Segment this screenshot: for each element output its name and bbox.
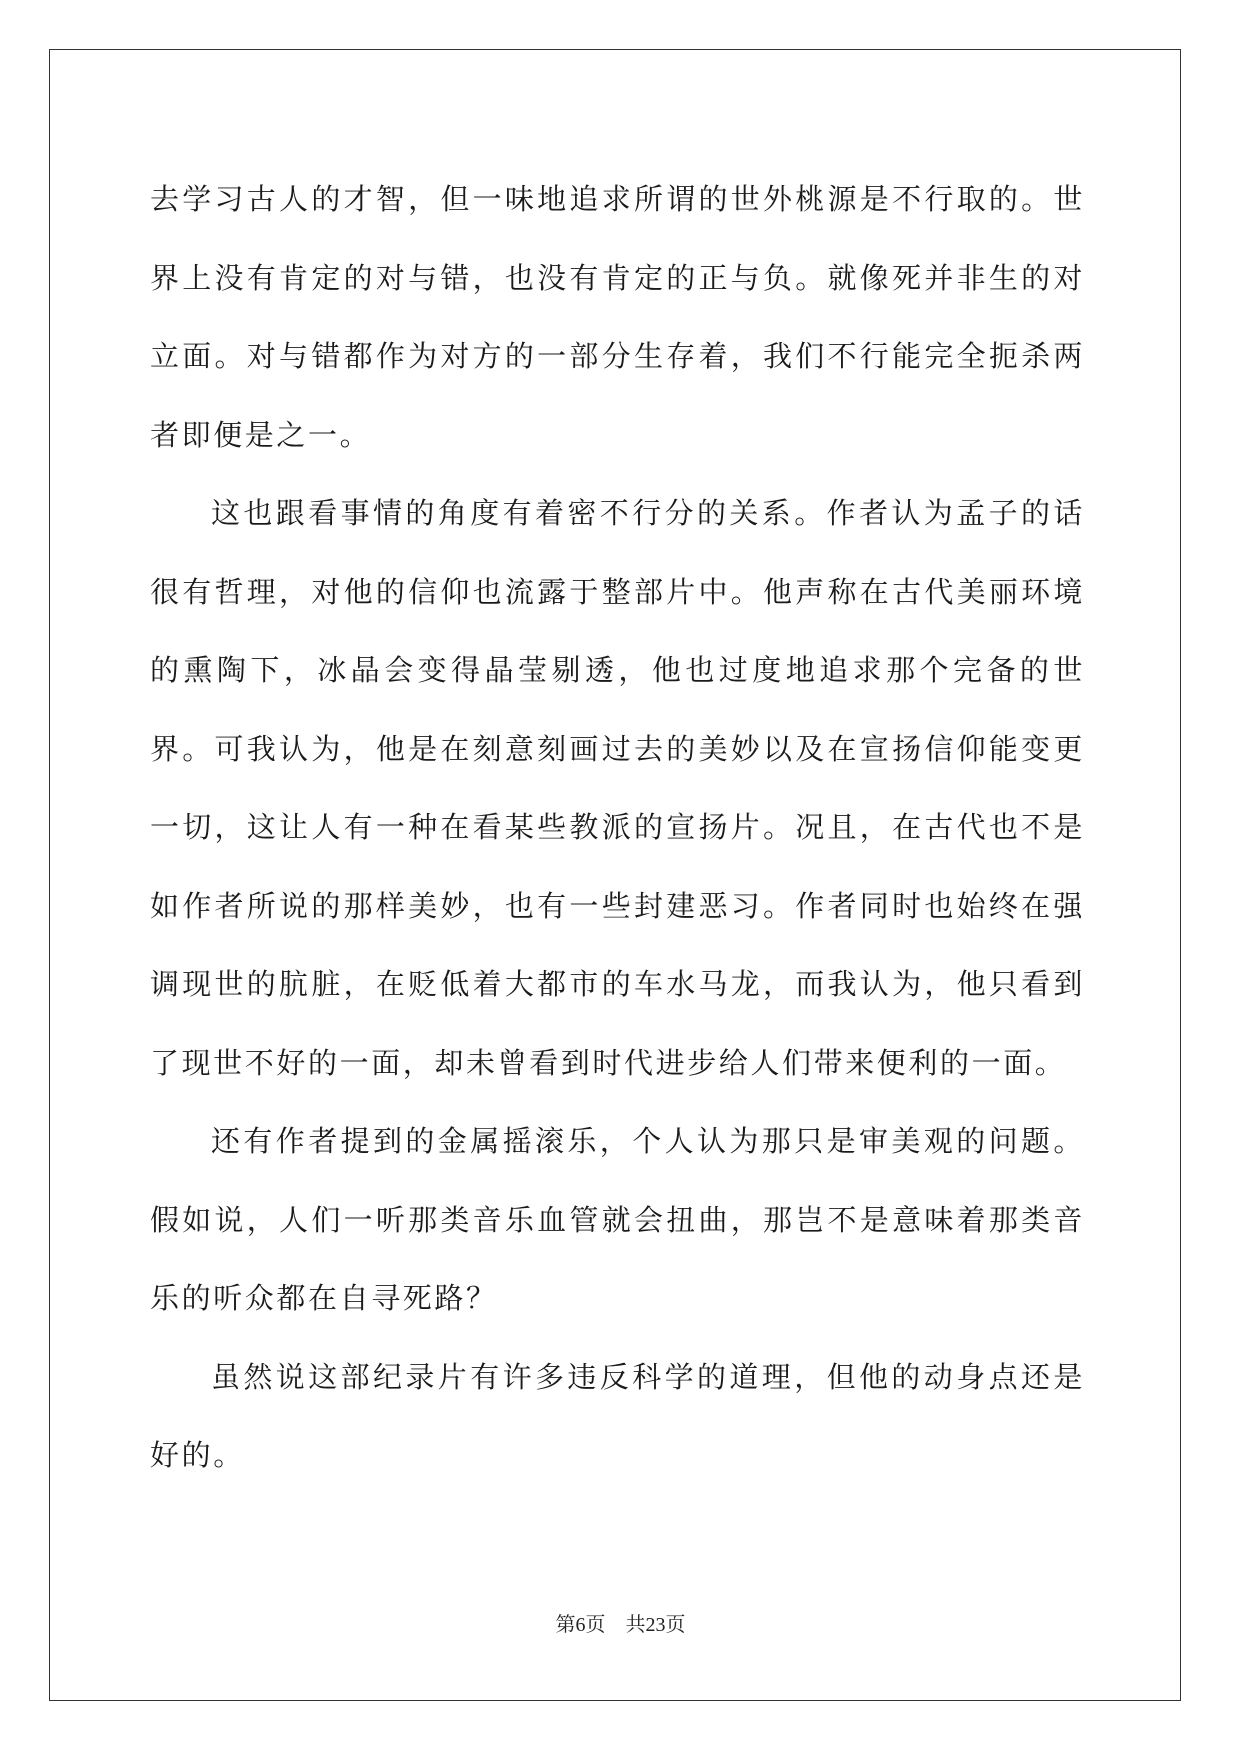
page-footer — [0, 1612, 1241, 1637]
paragraph-1: 去学习古人的才智，但一味地追求所谓的世外桃源是不行取的。世界上没有肯定的对与错，也没有肯定的正与负。就像死并非生的对立面。对与错都作为对方的一部分生存着，我们不行能完全扼杀两者即便是之一。 — [150, 182, 1085, 452]
document-body — [150, 160, 1085, 1495]
paragraph-3: 还有作者提到的金属摇滚乐，个人认为那只是审美观的问题。假如说，人们一听那类音乐血管就会扭曲，那岂不是意味着那类音乐的听众都在自寻死路？ — [150, 1124, 1085, 1315]
page-label-prefix: 第 — [555, 1612, 576, 1636]
page-label-suffix: 页 — [585, 1612, 606, 1636]
paragraph-2: 这也跟看事情的角度有着密不行分的关系。作者认为孟子的话很有哲理，对他的信仰也流露于整部片中。他声称在古代美丽环境的熏陶下，冰晶会变得晶莹剔透，他也过度地追求那个完备的世界。可我认为，他是在刻意刻画过去的美妙以及在宣扬信仰能变更一切，这让人有一种在看某些教派的宣扬片。况且，在古代也不是如作者所说的那样美妙，也有一些封建恶习。作者同时也始终在强调现世的肮脏，在贬低着大都市的车水马龙，而我认为，他只看到了现世不好的一面，却未曾看到时代进步给人们带来便利的一面。 — [150, 496, 1085, 1080]
total-label-prefix: 共 — [625, 1612, 646, 1636]
total-pages: 23 — [645, 1614, 666, 1636]
page-number: 6 — [575, 1614, 586, 1636]
paragraph-4: 虽然说这部纪录片有许多违反科学的道理，但他的动身点还是好的。 — [150, 1359, 1085, 1472]
total-label-suffix: 页 — [665, 1612, 686, 1636]
